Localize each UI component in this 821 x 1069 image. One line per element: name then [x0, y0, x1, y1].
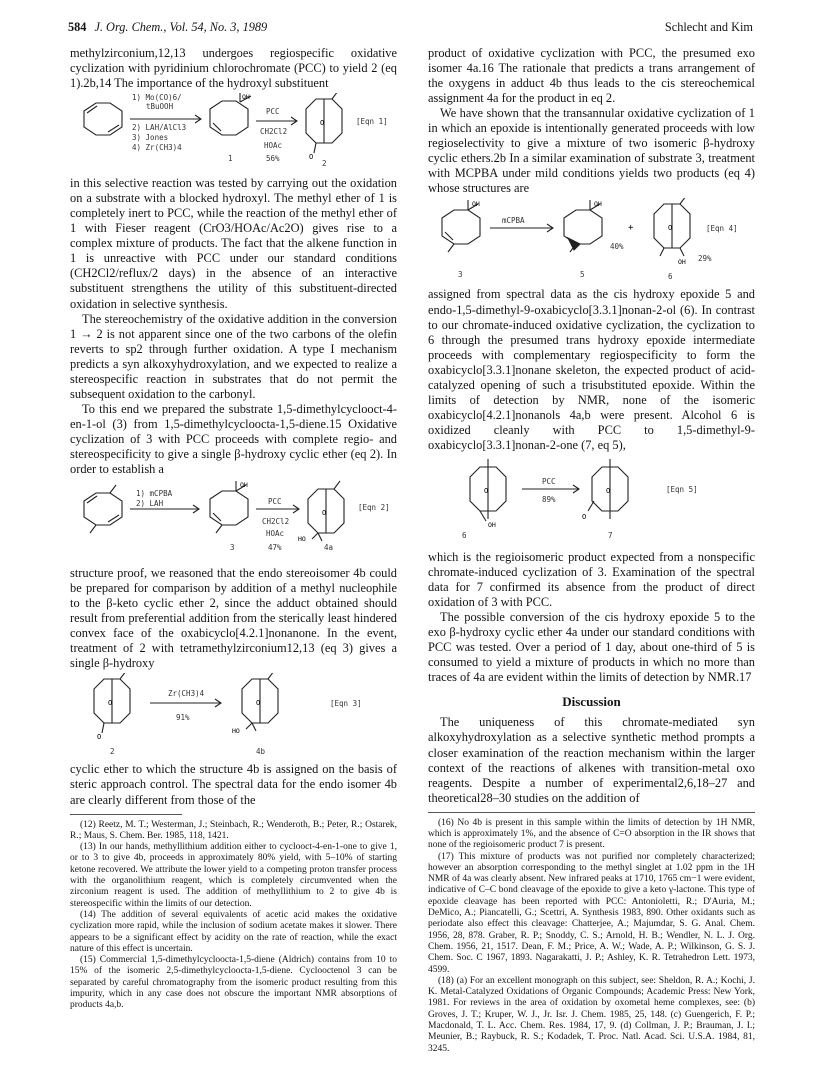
paragraph: cyclic ether to which the structure 4b is assigned on the basis of steric approach control. The spectral data for the endo isomer 4b are clearly different from those of the [70, 762, 397, 807]
footnote-divider [428, 812, 755, 813]
svg-text:O: O [582, 512, 587, 521]
eq5-reagent: PCC [542, 476, 556, 486]
svg-text:O: O [320, 119, 325, 128]
svg-text:O: O [322, 509, 327, 518]
svg-text:O: O [108, 699, 113, 708]
eq4-reagent: mCPBA [502, 216, 525, 226]
right-column [428, 46, 755, 1055]
footnote-17: (17) This mixture of products was not purified nor completely characterized; however an absorption corresponding to the methyl singlet at 1.02 ppm in the 1H NMR of 4a was clearly absent. New infrared peaks at 1710, 1765 cm−1 were evident, indicative of C–C bond cleavage of the epoxide to give a keto γ-lactone. This type of epoxide cleavage has been reported with PCC: Antonioletti, R.; D'Auria, M.; DeMico, A.; Piancatelli, G.; Scettri, A. Synthesis 1983, 890. Other oxidants such as periodate also effect this cleavage: Chatterjee, A.; Majumdar, S. G. Anal. Chem. 1956, 28, 878. Graber, R. P.; Snoddy, C. S.; Arnold, H. B.; Wendler, N. L. J. Org. Chem. 1956, 21, 1517. Dean, F. M.; Price, A. W.; Wade, A. P.; Wilkinson, G. S. J. Chem. Soc. C 1967, 1893. Nagarakatti, J. P.; Ashley, K. R. Tetrahedron Lett. 1973, 4599. [428, 851, 755, 975]
eq4-yield-6: 29% [698, 254, 712, 264]
eq2-reagent-2: 2) LAH [136, 499, 164, 509]
eq5-label: [Eqn 5] [666, 484, 698, 494]
equation-3-structures [70, 673, 397, 759]
paragraph: methylzirconium,12,13 undergoes regiospecific oxidative cyclization with pyridinium chlorochromate (PCC) to yield 2 (eq 1).2b,14 The importance of the hydroxyl substituent [70, 46, 397, 91]
left-column [70, 46, 397, 1012]
eq1-reagent-2: 2) LAH/AlCl3 [132, 123, 187, 133]
eq4-yield-5: 40% [610, 242, 624, 252]
eq2-pcc: PCC [268, 497, 282, 507]
eq4-label: [Eqn 4] [706, 224, 738, 234]
svg-text:OH: OH [488, 520, 496, 529]
equation-4-structures [428, 198, 755, 284]
svg-text:O: O [309, 153, 314, 162]
paragraph: structure proof, we reasoned that the endo stereoisomer 4b could be prepared for comparison by addition of a methyl nucleophile to the β-keto cyclic ether 2, since the adduct obtained should result from preferential addition from the sterically least hindered convex face of the oxabicyclo[4.2.1]nonanone. In the event, treatment of 2 with tetramethylzirconium12,13 (eq 3) gives a single β-hydroxy [70, 566, 397, 671]
svg-text:OH: OH [594, 200, 602, 209]
equation-3-scheme [70, 673, 397, 759]
equation-5-scheme [428, 455, 755, 547]
svg-text:OH: OH [472, 200, 480, 209]
footnote-15: (15) Commercial 1,5-dimethylcycloocta-1,5-diene (Aldrich) contains from 10 to 15% of the isomeric 2,5-dimethylcycloocta-1,5-diene. Cyclooctenol 3 can be separated by careful chromatography from the isomeric product resulting from this impurity, which in any case does not obscure the important NMR absorptions of products 4a,b. [70, 955, 397, 1011]
eq1-reagent-4: 4) Zr(CH3)4 [132, 143, 182, 153]
svg-text:HO: HO [232, 727, 240, 736]
eq1-label: [Eqn 1] [356, 117, 388, 127]
svg-text:OH: OH [242, 93, 250, 102]
svg-text:OH: OH [678, 258, 686, 267]
eq1-compound-1: 1 [228, 154, 233, 164]
eq2-compound-4a: 4a [324, 543, 334, 553]
svg-text:+: + [628, 223, 634, 234]
eq3-label: [Eqn 3] [330, 699, 362, 709]
paragraph: assigned from spectral data as the cis hydroxy epoxide 5 and endo-1,5-dimethyl-9-oxabicyclo[3.3.1]nonan-2-ol (6). In contrast to our chromate-induced oxidative cyclization, the cyclization to 6 through the presumed trans hydroxy epoxide intermediate proceeds with complementary regiospecificity to form the oxabicyclo[3.3.1]nonane skeleton, the expected product of acid-catalyzed opening of such a trisubstituted epoxide. Within the limits of detection by NMR, none of the isomeric oxabicyclo[4.2.1]nonanols 4a,b were present. Alcohol 6 is oxidized cleanly with PCC to 1,5-dimethyl-9-oxabicyclo[3.3.1]nonan-2-one (7, eq 5), [428, 287, 755, 452]
eq1-reagent-1: 1) Mo(CO)6/ [132, 93, 182, 103]
header-left [68, 20, 267, 35]
equation-1-structures [70, 93, 397, 173]
eq2-solvent: CH2Cl2 [262, 517, 290, 527]
page-number: 584 [68, 20, 87, 34]
paragraph: To this end we prepared the substrate 1,5-dimethylcyclooct-4-en-1-ol (3) from 1,5-dimethylcycloocta-1,5-diene.15 Oxidative cyclization of 3 with PCC proceeds with complete regio- and stereospecificity to give a single β-hydroxy cyclic ether (eq 2). In order to establish a [70, 401, 397, 477]
eq3-yield: 91% [176, 713, 190, 723]
equation-1-scheme [70, 93, 397, 173]
eq1-pcc: PCC [266, 107, 280, 117]
eq2-label: [Eqn 2] [358, 503, 390, 513]
eq1-yield: 56% [266, 154, 280, 164]
paragraph: The possible conversion of the cis hydroxy epoxide 5 to the exo β-hydroxy cyclic ether 4a under our standard conditions with PCC was tested. Over a period of 1 day, about one-third of 5 is consumed to yield a mixture of products in which no more than traces of 4a are evident within the limits of detection by NMR.17 [428, 610, 755, 685]
paragraph: We have shown that the transannular oxidative cyclization of 1 in which an epoxide is intentionally generated proceeds with low regioselectivity to give a mixture of two isomeric β-hydroxy cyclic ethers.2b In a similar examination of substrate 3, treatment with MCPBA under mild conditions yields two products (eq 4) whose structures are [428, 106, 755, 196]
eq2-yield: 47% [268, 543, 282, 553]
journal-citation: J. Org. Chem., Vol. 54, No. 3, 1989 [94, 20, 268, 34]
paragraph: in this selective reaction was tested by carrying out the oxidation on a substrate with a blocked hydroxyl. The methyl ether of 1 is completely inert to PCC, while the reaction of the methyl ether of 1 with Fieser reagent (CrO3/HOAc/Ac2O) gives rise to a complex mixture of products. The fact that the alkene function in 1 is unreactive with PCC under our standard conditions (CH2Cl2/reflux/2 days) in the absence of an interactive substituent strengthens the utility of this substituent-directed oxidation in selective synthesis. [70, 176, 397, 311]
svg-text:O: O [606, 486, 611, 495]
eq4-compound-5: 5 [580, 270, 585, 280]
svg-text:O: O [484, 486, 489, 495]
equation-4-scheme [428, 198, 755, 284]
eq5-yield: 89% [542, 494, 556, 504]
paragraph: which is the regioisomeric product expected from a nonspecific chromate-induced cyclization of 3. Examination of the spectral data for 7 confirmed its absence from the product of direct oxidation of 3 with PCC. [428, 549, 755, 610]
eq2-compound-3: 3 [230, 543, 235, 553]
eq3-compound-2: 2 [110, 747, 115, 757]
eq4-compound-6: 6 [668, 272, 673, 282]
eq4-compound-3: 3 [458, 270, 463, 280]
footnote-12: (12) Reetz, M. T.; Westerman, J.; Steinbach, R.; Wenderoth, B.; Peter, R.; Ostarek, R.; Maus, S. Chem. Ber. 1985, 118, 1421. [70, 819, 397, 841]
svg-text:O: O [668, 224, 673, 233]
eq5-compound-7: 7 [608, 530, 613, 540]
svg-text:HO: HO [298, 535, 306, 544]
eq1-solvent: CH2Cl2 [260, 127, 288, 137]
eq3-compound-4b: 4b [256, 747, 266, 757]
equation-2-scheme [70, 479, 397, 563]
eq5-compound-6: 6 [462, 530, 467, 540]
eq1-reagent-3: 3) Jones [132, 133, 169, 143]
svg-text:OH: OH [240, 481, 248, 490]
eq1-hoac: HOAc [264, 141, 283, 151]
equation-5-structures [428, 455, 755, 547]
paragraph: product of oxidative cyclization with PCC, the presumed exo isomer 4a.16 The rationale that predicts a trans arrangement of the oxygens in adduct 4b thus leads to the cis stereochemical assignment 4a for the product in eq 2. [428, 46, 755, 106]
footnote-16: (16) No 4b is present in this sample within the limits of detection by 1H NMR, which is approximately 1%, and the absence of C=O absorption in the IR shows that none of the regioisomeric product 7 is present. [428, 817, 755, 851]
eq1-reagent-1b: tBuOOH [146, 102, 174, 112]
eq2-reagent-1: 1) mCPBA [136, 489, 173, 499]
footnote-divider [70, 814, 182, 815]
eq1-compound-2: 2 [322, 159, 327, 169]
svg-text:O: O [256, 699, 261, 708]
paragraph: The stereochemistry of the oxidative addition in the conversion 1 → 2 is not apparent since one of the two carbons of the olefin reverts to sp2 through further oxidation. A type I mechanism predicts a syn alkoxyhydroxylation, and we expected to realize a stereospecific reaction in substrates that do not permit the subsequent oxidation to the carbonyl. [70, 311, 397, 401]
footnote-18: (18) (a) For an excellent monograph on this subject, see: Sheldon, R. A.; Kochi, J. K. Metal-Catalyzed Oxidations of Organic Compounds; Academic Press: New York, 1981. For reviews in the area of oxidation by oxometal heme complexes, see: (b) Groves, J. T.; Kruper, W. J., Jr. Isr. J. Chem. 1985, 25, 148. (c) Guengerich, F. P.; Macdonald, T. L. Acc. Chem. Res. 1984, 17, 9. (d) Collman, J. P.; Brauman, J. I.; Meunier, B.; Raybuck, R. S.; Kodadek, T. Proc. Natl. Acad. Sci. U.S.A. 1984, 81, 3245. [428, 975, 755, 1054]
section-heading: Discussion [562, 694, 621, 710]
svg-text:O: O [97, 733, 102, 742]
paragraph: The uniqueness of this chromate-mediated syn alkoxyhydroxylation as a selective synthetic method prompts a closer examination of the reaction mechanism within the larger context of the reactions of alkenes with transition-metal oxo reagents. Despite a number of experimental2,6,18–27 and theoretical28–30 studies on the addition of [428, 715, 755, 805]
header-authors: Schlecht and Kim [664, 20, 753, 34]
eq2-hoac: HOAc [266, 529, 285, 539]
footnote-13: (13) In our hands, methyllithium addition either to cyclooct-4-en-1-one to give 1, or to 3 to give 4b, proceeds in approximately 80% yield, with 5–10% of starting ketone recovered. We attribute the lower yield to a competing proton transfer process with the organolithium reagent, which is completely circumvented when the zirconium reagent is used. The addition of methyllithium to 2 to give 4b is stereospecific within the limits of our detection. [70, 842, 397, 909]
footnote-14: (14) The addition of several equivalents of acetic acid makes the oxidative cyclization more rapid, while the inclusion of sodium acetate makes it slower. There appears to be a significant effect by acidity on the rate of reaction, while the exact nature of this effect is uncertain. [70, 909, 397, 954]
running-header [68, 20, 753, 38]
eq3-reagent: Zr(CH3)4 [168, 689, 205, 699]
